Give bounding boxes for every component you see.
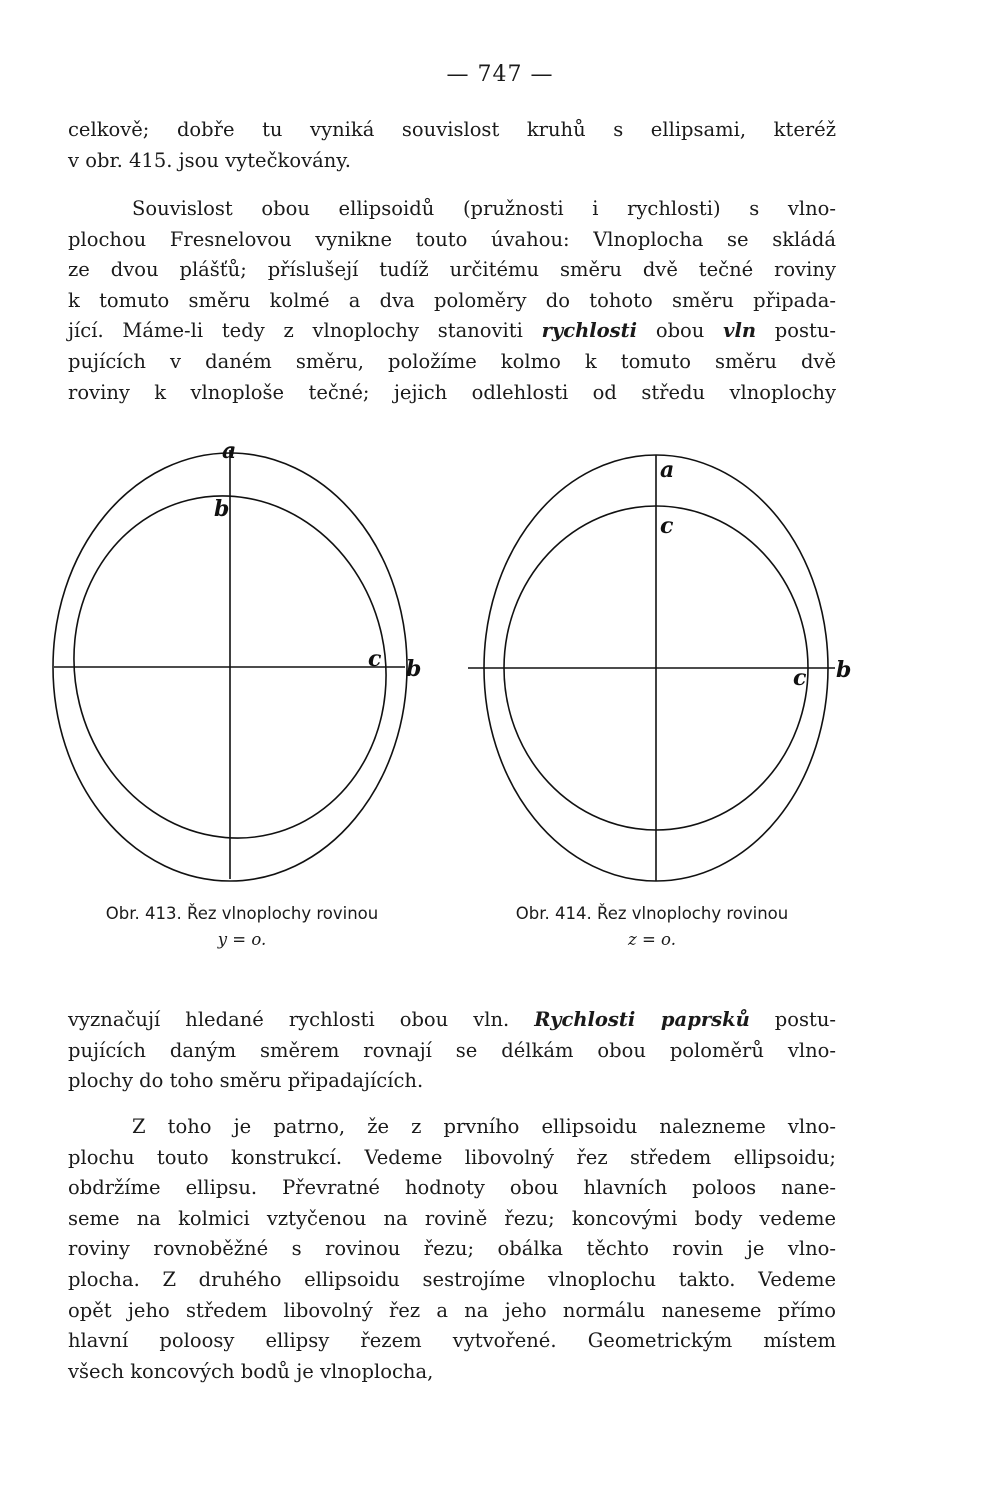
page-number: — 747 — bbox=[446, 62, 554, 87]
text-line bbox=[68, 1005, 836, 1036]
text-line: roviny rovnoběžné s rovinou řezu; obálka těchto rovin je vlno- bbox=[68, 1237, 836, 1261]
text-run: jící. Máme-li tedy z vlnoplochy stanoviti bbox=[68, 319, 542, 343]
text-run: obou bbox=[637, 319, 724, 343]
figure-413-drawing bbox=[0, 430, 460, 890]
text-line: k tomuto směru kolmé a dva poloměry do tohoto směru připada- bbox=[68, 288, 836, 312]
text-line: pujících v daném směru, položíme kolmo k tomuto směru dvě bbox=[68, 349, 836, 373]
figure-414 bbox=[460, 440, 860, 890]
label-b-right: b bbox=[836, 657, 852, 683]
emphasis-vln: vln bbox=[723, 319, 757, 343]
caption-text: Obr. 414. Řez vlnoplochy rovinou bbox=[515, 904, 789, 923]
text-line: pujících daným směrem rovnají se délkám obou poloměrů vlno- bbox=[68, 1038, 836, 1062]
text-line: v obr. 415. jsou vytečkovány. bbox=[68, 148, 351, 172]
paragraph-1 bbox=[68, 115, 836, 176]
caption-equation: z = o. bbox=[628, 930, 676, 949]
text-line: roviny k vlnoploše tečné; jejich odlehlosti od středu vlnoplochy bbox=[68, 380, 836, 404]
paragraph-2 bbox=[68, 194, 836, 408]
text-line: opět jeho středem libovolný řez a na jeho normálu naneseme přímo bbox=[68, 1298, 836, 1322]
caption-equation: y = o. bbox=[217, 930, 267, 949]
text-line bbox=[68, 316, 836, 347]
label-a: a bbox=[222, 438, 237, 464]
text-run: vyznačují hledané rychlosti obou vln. bbox=[68, 1008, 535, 1031]
text-line: celkově; dobře tu vyniká souvislost kruhů s ellipsami, kteréž bbox=[68, 118, 836, 141]
text-line: Souvislost obou ellipsoidů (pružnosti i rychlosti) s vlno- bbox=[132, 197, 836, 220]
text-line: všech koncových bodů je vlnoplocha, bbox=[68, 1359, 434, 1383]
figure-414-drawing bbox=[460, 440, 860, 890]
text-line: plochy do toho směru připadajících. bbox=[68, 1069, 424, 1093]
text-line: plochou Fresnelovou vynikne touto úvahou: Vlnoplocha se skládá bbox=[68, 227, 836, 251]
text-line: seme na kolmici vztyčenou na rovině řezu; koncovými body vedeme bbox=[68, 1206, 836, 1230]
emphasis-rychlosti: rychlosti bbox=[541, 319, 638, 343]
label-c: c bbox=[368, 646, 382, 672]
label-c-right: c bbox=[793, 665, 807, 691]
label-b-right: b bbox=[406, 656, 422, 682]
paragraph-3 bbox=[68, 1005, 836, 1097]
text-line: Z toho je patrno, že z prvního ellipsoidu nalezneme vlno- bbox=[132, 1115, 836, 1138]
caption-text: Obr. 413. Řez vlnoplochy rovinou bbox=[105, 904, 379, 923]
label-a: a bbox=[660, 457, 675, 483]
text-line: plochu touto konstrukcí. Vedeme libovolný řez středem ellipsoidu; bbox=[68, 1145, 836, 1169]
text-run: postu- bbox=[756, 319, 836, 343]
label-c-top: c bbox=[660, 513, 674, 539]
label-b-top: b bbox=[214, 496, 230, 522]
emphasis-rychlosti-paprsku: Rychlosti paprsků bbox=[534, 1008, 750, 1031]
figure-413-caption bbox=[62, 901, 422, 953]
text-line: plocha. Z druhého ellipsoidu sestrojíme vlnoplochu takto. Vedeme bbox=[68, 1267, 836, 1291]
text-line: hlavní poloosy ellipsy řezem vytvořené. Geometrickým místem bbox=[68, 1329, 836, 1353]
text-run: postu- bbox=[749, 1008, 836, 1031]
paragraph-4 bbox=[68, 1112, 836, 1387]
text-line: ze dvou plášťů; příslušejí tudíž určitému směru dvě tečné roviny bbox=[68, 258, 836, 282]
figure-413 bbox=[0, 430, 460, 890]
figure-414-caption bbox=[472, 901, 832, 953]
text-line: obdržíme ellipsu. Převratné hodnoty obou hlavních poloos nane- bbox=[68, 1176, 836, 1200]
